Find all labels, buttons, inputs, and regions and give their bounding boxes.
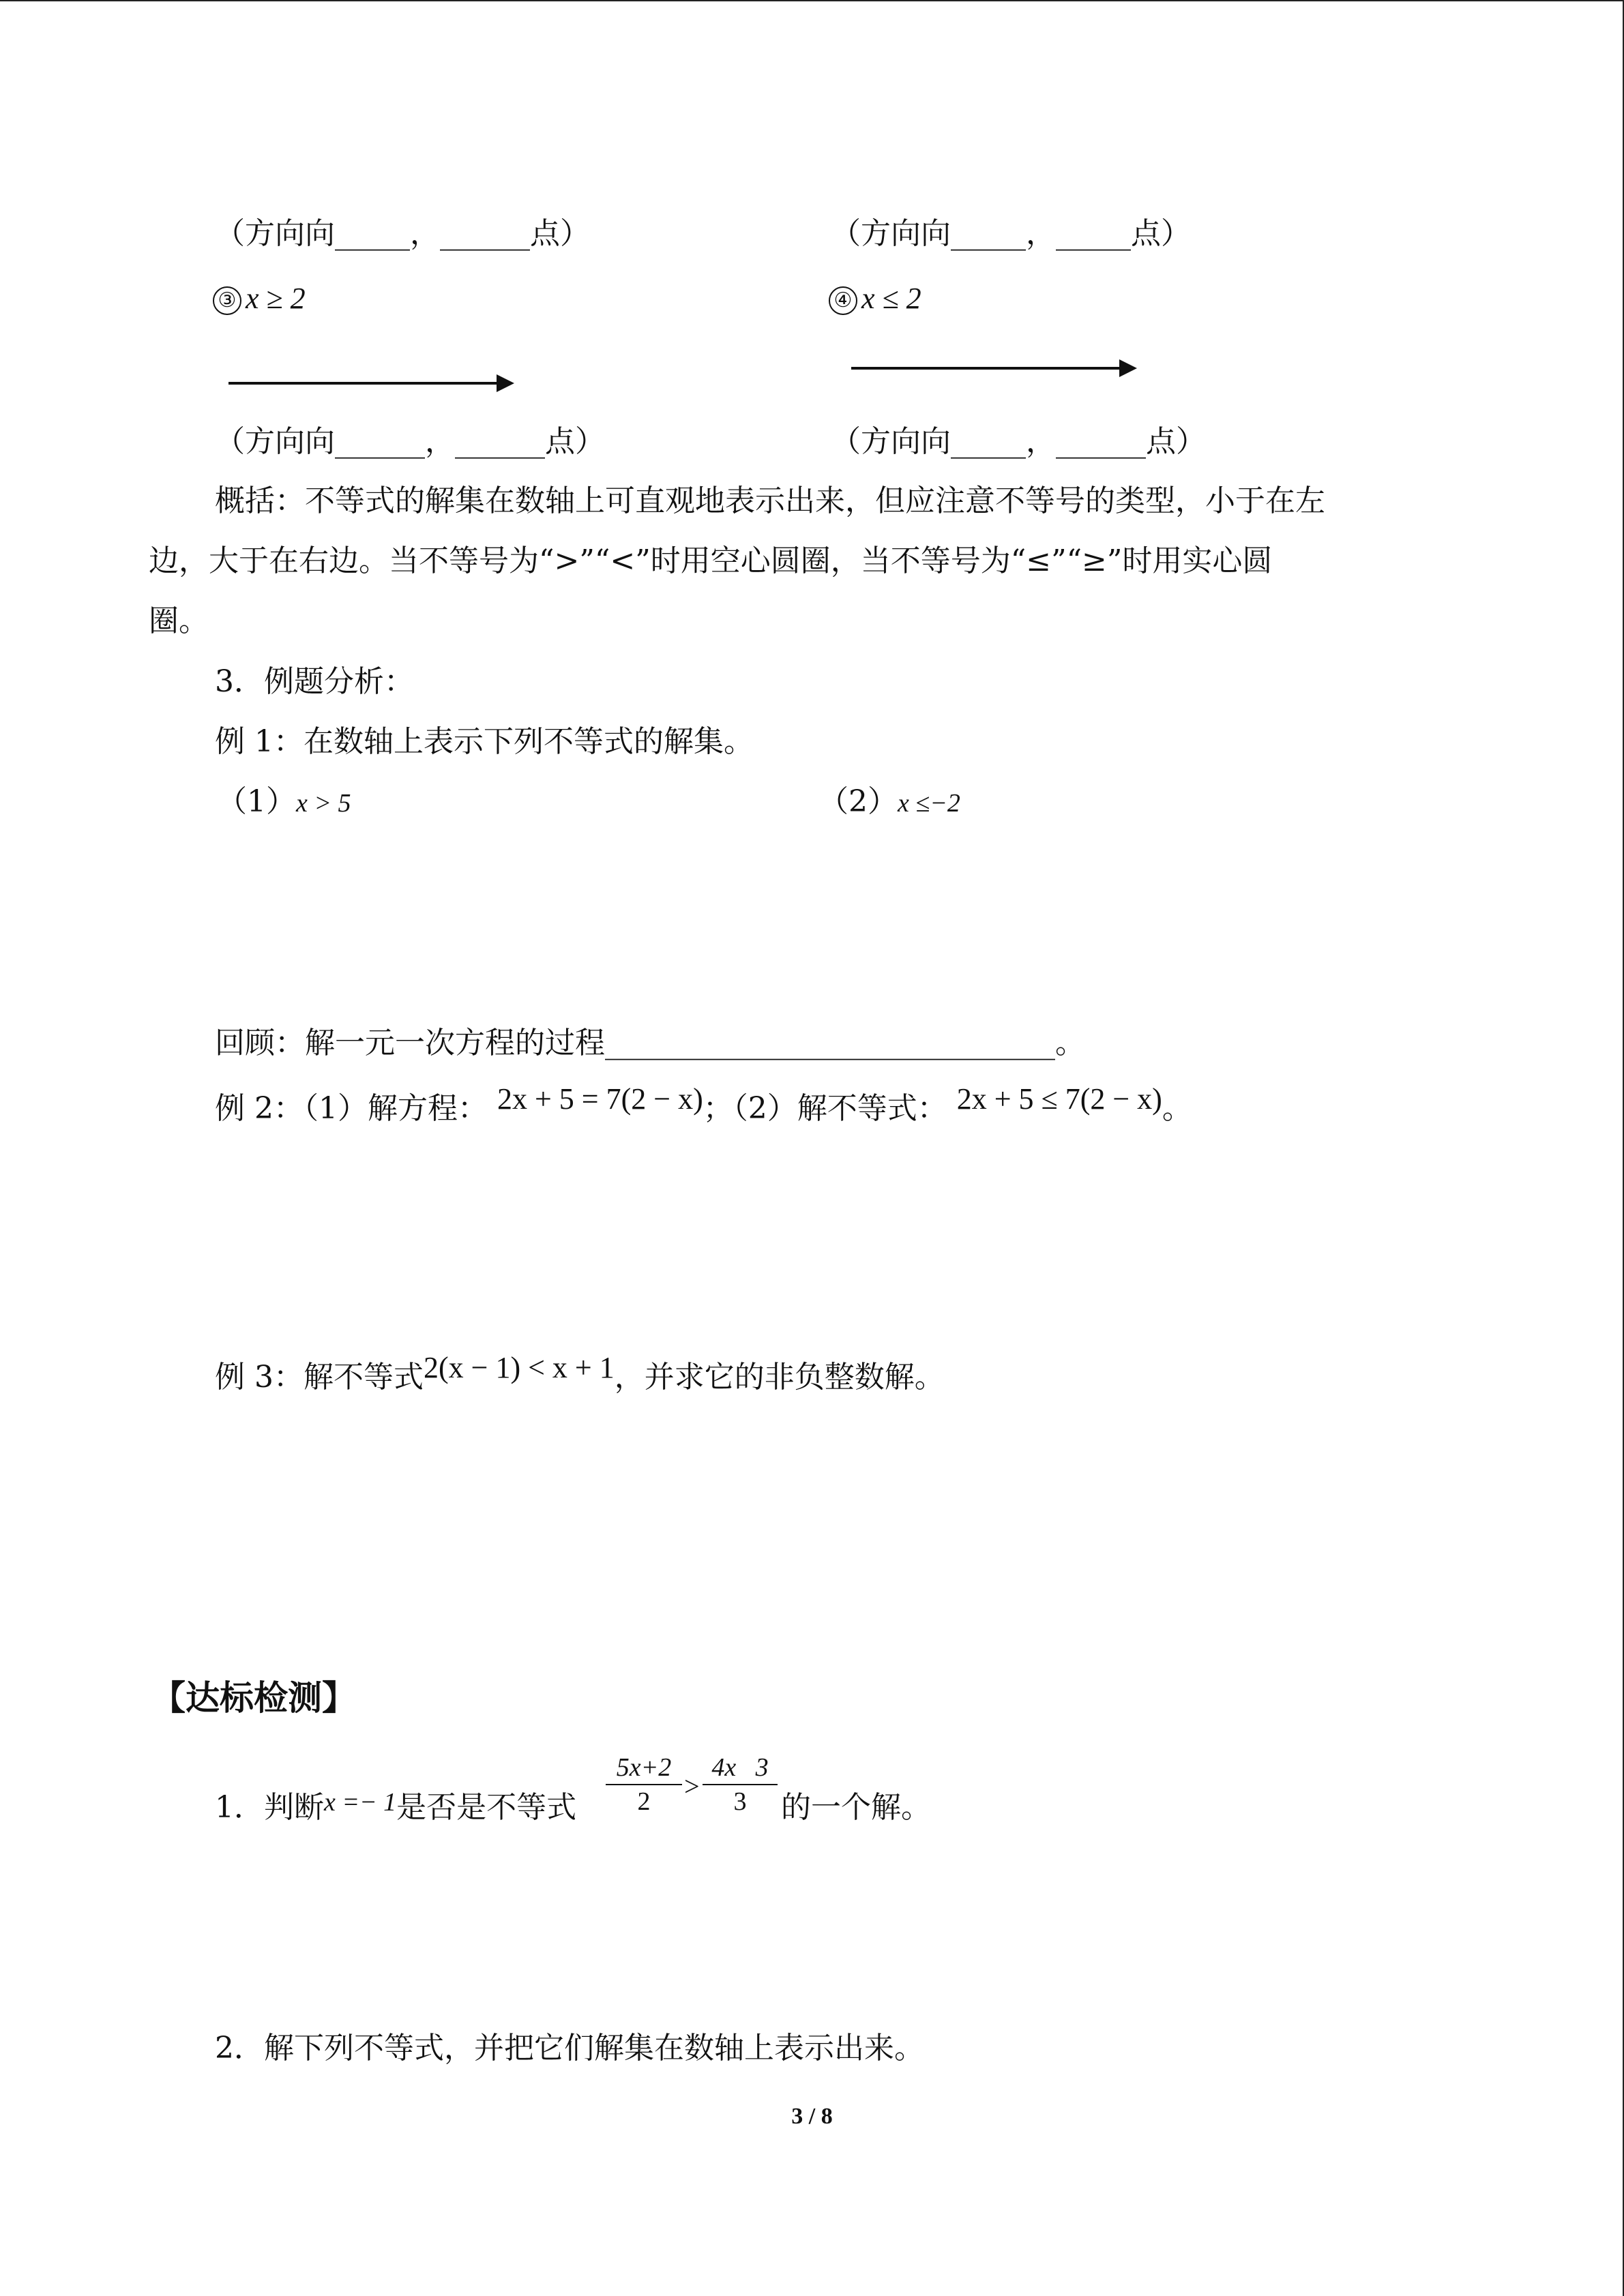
direction-blank-left-2: （方向向______，______点）: [215, 424, 605, 459]
q1-right-denominator: 3: [733, 1787, 747, 1816]
part-1-inequality: x > 5: [296, 789, 351, 818]
q1-operator: >: [684, 1771, 700, 1802]
example-2-mid: ；（2）解不等式：: [703, 1091, 947, 1126]
circled-number-3: ③: [213, 286, 241, 315]
direction-blank-left-1: （方向向_____，______点）: [215, 216, 590, 251]
part-2-label: （2）: [818, 784, 898, 819]
question-1-prefix: [215, 1789, 576, 1828]
part-2-inequality: x ≤−2: [898, 789, 960, 818]
example-2-inequality: 2x + 5 ≤ 7(2 − x): [956, 1082, 1162, 1116]
summary-line-1: 概括：不等式的解集在数轴上可直观地表示出来，但应注意不等号的类型，小于在左: [215, 483, 1325, 518]
inequality-4: x ≤ 2: [861, 282, 921, 315]
section-heading: 【达标检测】: [151, 1678, 356, 1718]
q1-left-denominator: 2: [637, 1787, 651, 1816]
summary-line-3: 圈。: [149, 603, 209, 638]
example-1-part-1: [217, 783, 351, 822]
summary-line-2: 边，大于在右边。当不等号为“>”“<”时用空心圆圈，当不等号为“≤”“≥”时用实心圆: [149, 543, 1273, 578]
direction-blank-right-1: （方向向_____，_____点）: [831, 216, 1191, 251]
page-number: 3 / 8: [791, 2104, 833, 2129]
q1-right-fraction: [703, 1751, 778, 1818]
example-3-inequality: 2(x − 1) < x + 1: [423, 1351, 615, 1384]
q1-right-numerator: 4x 3: [703, 1751, 778, 1785]
example-3-suffix: ，并求它的非负整数解。: [614, 1360, 945, 1395]
q1-suffix: 的一个解。: [781, 1790, 931, 1825]
item-3: [213, 280, 306, 318]
number-line-arrow-4: [851, 367, 1134, 370]
inequality-3: x ≥ 2: [246, 282, 306, 315]
review-line: 回顾：解一元一次方程的过程______________________________。: [215, 1026, 1085, 1060]
page-top-border: [0, 0, 1624, 1]
example-2-prefix: 例 2：（1）解方程：: [215, 1091, 488, 1126]
part-1-label: （1）: [217, 784, 296, 819]
q1-mid: 是否是不等式: [396, 1790, 577, 1825]
section-3-title: 3．例题分析：: [215, 664, 414, 699]
q1-value: x =− 1: [324, 1788, 397, 1817]
question-2: 2．解下列不等式，并把它们解集在数轴上表示出来。: [215, 2031, 924, 2066]
example-2: [215, 1082, 1192, 1128]
example-2-equation: 2x + 5 = 7(2 − x): [497, 1082, 703, 1116]
q1-left-numerator: 5x+2: [606, 1751, 682, 1785]
example-3: [215, 1351, 945, 1397]
example-3-prefix: 例 3：解不等式: [215, 1360, 424, 1395]
item-4: [829, 280, 921, 318]
number-line-arrow-3: [228, 382, 512, 385]
direction-blank-right-2: （方向向_____，______点）: [831, 424, 1206, 459]
example-1-prompt: 例 1：在数轴上表示下列不等式的解集。: [215, 724, 754, 759]
circled-number-4: ④: [829, 286, 857, 315]
q1-left-fraction: [606, 1751, 682, 1818]
example-1-part-2: [818, 783, 960, 822]
q1-prefix-text: 1．判断: [215, 1790, 324, 1825]
example-2-end: 。: [1162, 1091, 1192, 1126]
